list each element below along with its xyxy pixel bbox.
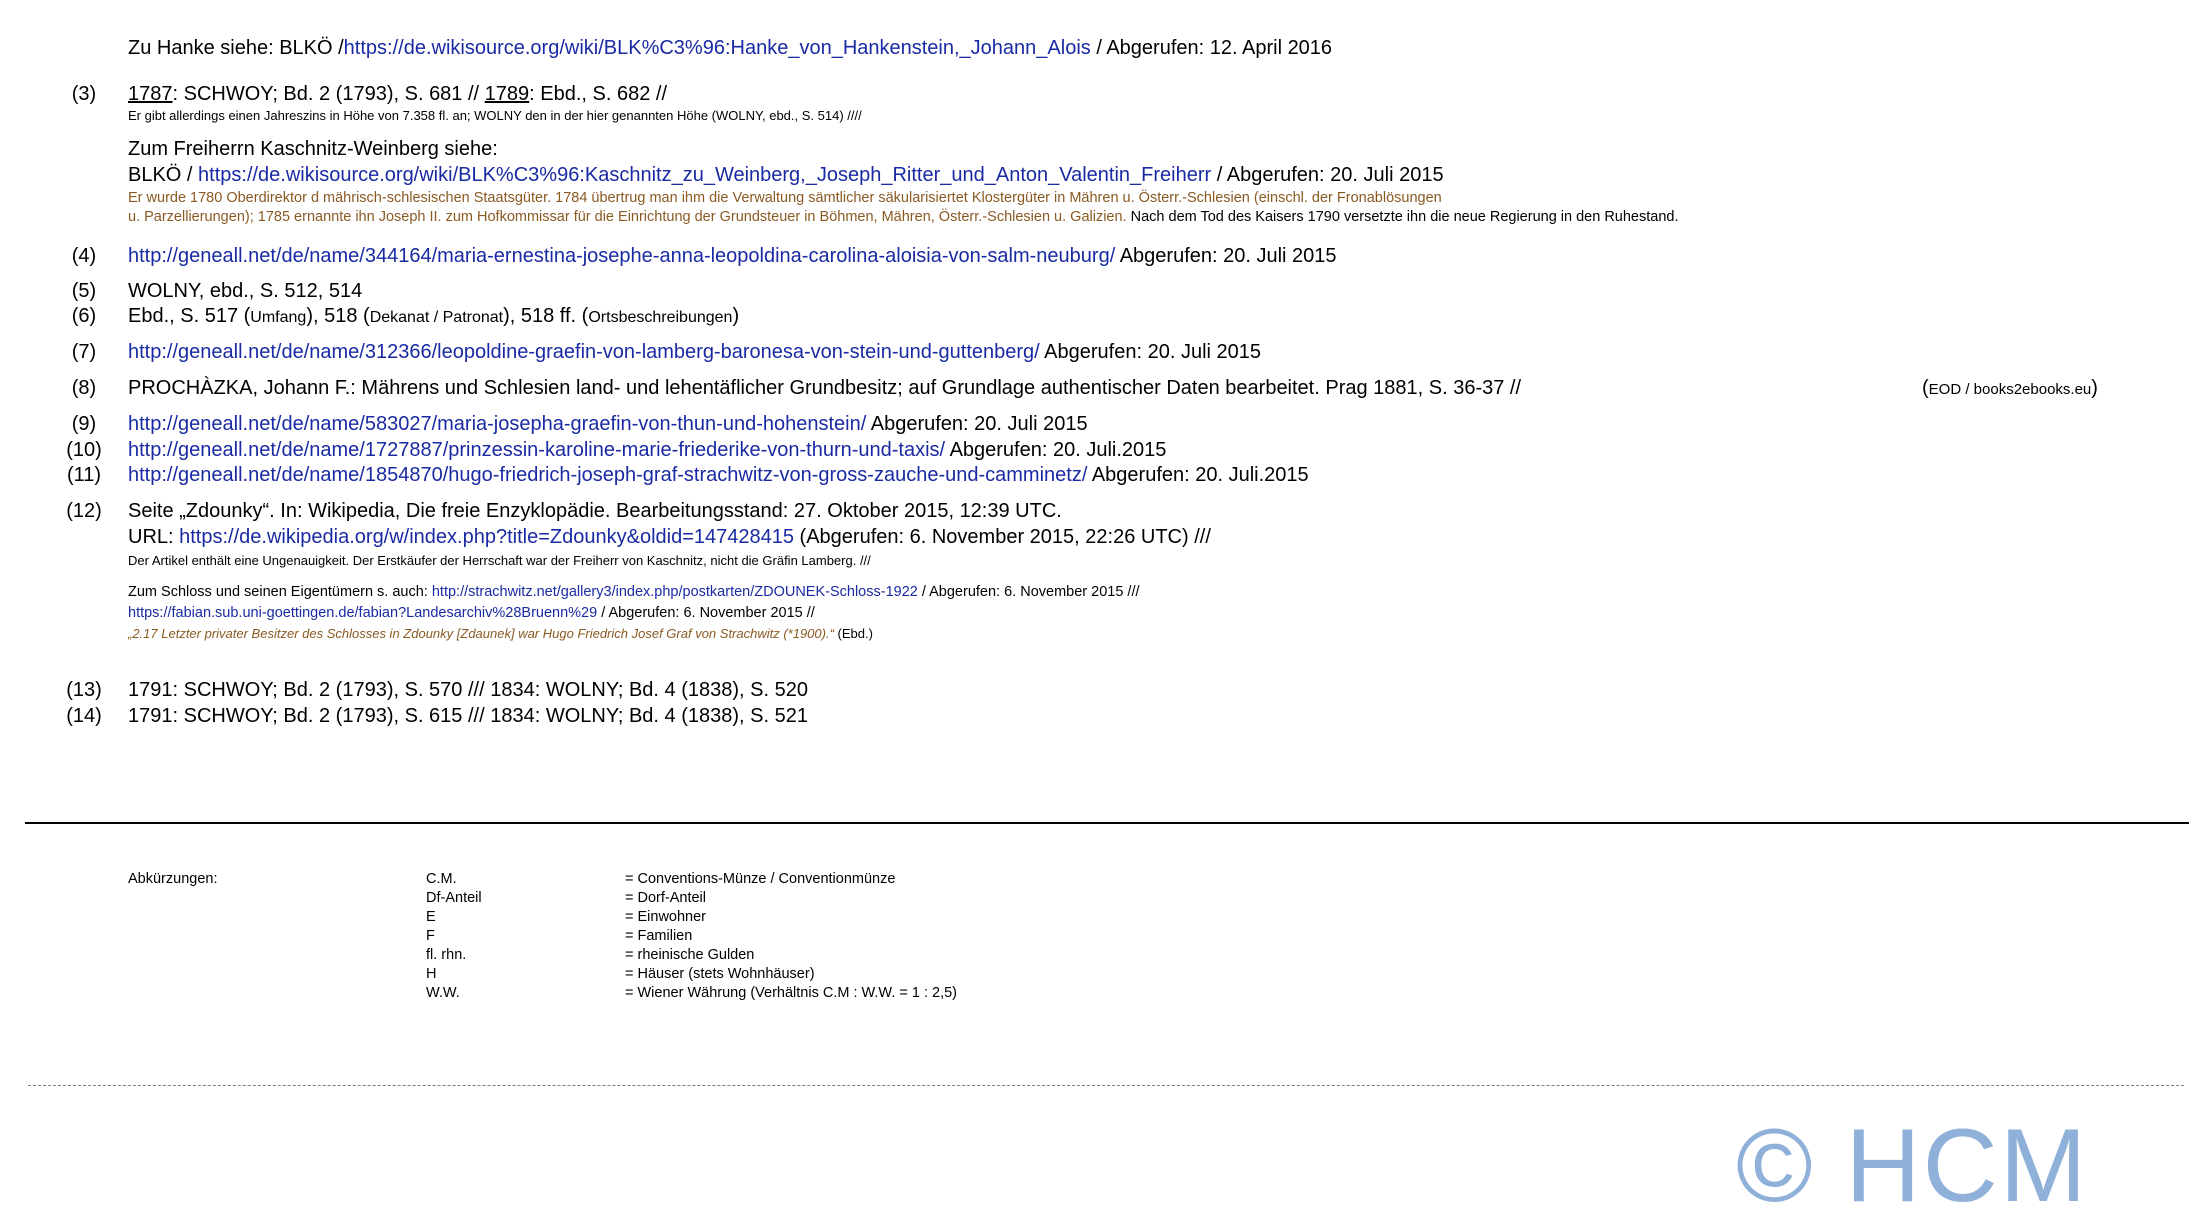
fn12-wikipedia-link[interactable]: https://de.wikipedia.org/w/index.php?title=Zdounky&oldid=147428415 [179,526,794,548]
fn6-c: ), 518 ( [306,305,370,327]
footnote-9-link[interactable]: http://geneall.net/de/name/583027/maria-josepha-graefin-von-thun-und-hohenstein/ [128,413,867,435]
footnote-3-part1: : SCHWOY; Bd. 2 (1793), S. 681 // [172,83,485,105]
kaschnitz-bio-line2 [128,208,1679,226]
page-end-divider [28,1085,2184,1086]
footnote-8-source [1922,376,2098,402]
abbr-term: Df-Anteil [426,890,482,906]
section-divider [25,822,2189,824]
kaschnitz-link[interactable]: https://de.wikisource.org/wiki/BLK%C3%96:Kaschnitz_zu_Weinberg,_Joseph_Ritter_und_Anton_Valentin_Freiherr [198,164,1212,186]
footnote-number-13: (13) [66,679,102,701]
footnote-number-3: (3) [71,83,97,105]
footnote-4-text [128,244,1337,268]
fn12-url-suffix: (Abgerufen: 6. November 2015, 22:26 UTC) /// [794,526,1211,548]
hanke-prefix: Zu Hanke siehe: BLKÖ / [128,37,344,59]
abbr-definition: = Familien [625,928,693,944]
abbr-term: C.M. [426,871,457,887]
footnote-number-4: (4) [71,245,97,267]
footnote-3-text [128,82,667,106]
footnote-10-suffix: Abgerufen: 20. Juli.2015 [945,439,1167,461]
footnote-4-suffix: Abgerufen: 20. Juli 2015 [1115,245,1337,267]
footnote-12-fabian [128,604,815,622]
hanke-link[interactable]: https://de.wikisource.org/wiki/BLK%C3%96:Hanke_von_Hankenstein,_Johann_Alois [343,37,1091,59]
kaschnitz-suffix: / Abgerufen: 20. Juli 2015 [1211,164,1444,186]
abbr-definition: = rheinische Gulden [625,947,755,963]
kaschnitz-bio-line1: Er wurde 1780 Oberdirektor d mährisch-schlesischen Staatsgüter. 1784 übertrug man ihm die Verwaltung sämtlicher säkularisiertet Klostergüter in Mähren u. Österr.-Schlesien (einschl. der Fronablösungen [128,190,1442,206]
kaschnitz-reference [128,163,1444,187]
fn12-schloss-prefix: Zum Schloss und seinen Eigentümern s. auch: [128,584,432,600]
abbr-definition: = Conventions-Münze / Conventionmünze [625,871,896,887]
footnote-10-text [128,438,1166,462]
fn12-schloss-suffix: / Abgerufen: 6. November 2015 /// [917,584,1140,600]
footnote-5-text: WOLNY, ebd., S. 512, 514 [128,280,363,302]
footnote-11-text [128,463,1309,487]
year-1789: 1789 [484,83,530,105]
fn6-dekanat: Dekanat / Patronat [369,309,504,326]
footnote-number-14: (14) [66,705,102,727]
footnote-14-text: 1791: SCHWOY; Bd. 2 (1793), S. 615 /// 1834: WOLNY; Bd. 4 (1838), S. 521 [128,705,808,727]
fn12-fabian-link[interactable]: https://fabian.sub.uni-goettingen.de/fabian?Landesarchiv%28Bruenn%29 [128,605,598,621]
fn6-e: ), 518 ff. ( [503,305,589,327]
abbr-definition: = Häuser (stets Wohnhäuser) [625,966,815,982]
hanke-suffix: / Abgerufen: 12. April 2016 [1090,37,1333,59]
footnote-12-note: Der Artikel enthält eine Ungenauigkeit. Der Erstkäufer der Herrschaft war der Freiherr von Kaschnitz, nicht die Gräfin Lamberg. /// [128,553,871,568]
footnote-12-quote [128,626,873,642]
fn12-quote-src: (Ebd.) [833,626,873,641]
footnote-number-10: (10) [66,439,102,461]
fn6-umfang: Umfang [250,309,307,326]
abbr-term: H [426,966,437,982]
footnote-number-7: (7) [71,341,97,363]
kaschnitz-title: Zum Freiherrn Kaschnitz-Weinberg siehe: [128,138,498,160]
footnote-12-schloss [128,583,1140,601]
footnote-9-suffix: Abgerufen: 20. Juli 2015 [866,413,1088,435]
footnote-13-text: 1791: SCHWOY; Bd. 2 (1793), S. 570 /// 1834: WOLNY; Bd. 4 (1838), S. 520 [128,679,808,701]
kaschnitz-bio-line2a: u. Parzellierungen); 1785 ernannte ihn Joseph II. zum Hofkommissar für die Einrichtung der Grundsteuer in Böhmen, Mähren, Österr.-Schlesien u. Galizien. [128,209,1127,225]
footnote-3-note: Er gibt allerdings einen Jahreszins in Höhe von 7.358 fl. an; WOLNY den in der hier genannten Höhe (WOLNY, ebd., S. 514) //// [128,108,862,123]
fn6-g: ) [732,305,740,327]
fn12-strachwitz-link[interactable]: http://strachwitz.net/gallery3/index.php/postkarten/ZDOUNEK-Schloss-1922 [431,584,918,600]
footnote-number-11: (11) [66,464,102,486]
fn8-src: EOD / books2ebooks.eu [1928,381,2092,398]
fn6-a: Ebd., S. 517 ( [128,305,251,327]
footnote-8-text: PROCHÀZKA, Johann F.: Mährens und Schlesien land- und lehentäflicher Grundbesitz; auf Grundlage authentischer Daten bearbeitet. Prag 1881, S. 36-37 // [128,377,1522,399]
footnote-4-link[interactable]: http://geneall.net/de/name/344164/maria-ernestina-josephe-anna-leopoldina-carolina-aloisia-von-salm-neuburg/ [128,245,1116,267]
year-1787: 1787 [128,83,173,105]
footnote-6-text [128,304,739,330]
abbr-term: E [426,909,436,925]
fn12-quote: „2.17 Letzter privater Besitzer des Schlosses in Zdounky [Zdaunek] war Hugo Friedrich Josef Graf von Strachwitz (*1900).“ [128,626,834,641]
footnote-11-link[interactable]: http://geneall.net/de/name/1854870/hugo-friedrich-joseph-graf-strachwitz-von-gross-zauche-und-camminetz/ [128,464,1088,486]
abbr-definition: = Einwohner [625,909,707,925]
footnote-7-text [128,340,1261,364]
kaschnitz-prefix: BLKÖ / [128,164,199,186]
footnote-number-8: (8) [71,377,97,399]
footnote-3-part2: : Ebd., S. 682 // [529,83,668,105]
hanke-reference [128,36,1332,60]
abbreviations-label: Abkürzungen: [128,871,218,887]
footnote-12-url [128,525,1211,549]
abbr-term: W.W. [426,985,460,1001]
footnote-11-suffix: Abgerufen: 20. Juli.2015 [1087,464,1309,486]
footnote-number-9: (9) [71,413,97,435]
fn12-fabian-suffix: / Abgerufen: 6. November 2015 // [597,605,815,621]
fn8-src-open: ( [1922,377,1929,399]
copyright-watermark: © HCM [1736,1108,2089,1224]
footnote-number-5: (5) [71,280,97,302]
footnote-10-link[interactable]: http://geneall.net/de/name/1727887/prinzessin-karoline-marie-friederike-von-thurn-und-taxis/ [128,439,946,461]
kaschnitz-bio-line2b: Nach dem Tod des Kaisers 1790 versetzte ihn die neue Regierung in den Ruhestand. [1126,209,1679,225]
abbr-term: fl. rhn. [426,947,467,963]
footnote-12-line1: Seite „Zdounky“. In: Wikipedia, Die freie Enzyklopädie. Bearbeitungsstand: 27. Oktober 2015, 12:39 UTC. [128,500,1062,522]
footnote-7-link[interactable]: http://geneall.net/de/name/312366/leopoldine-graefin-von-lamberg-baronesa-von-stein-und-guttenberg/ [128,341,1040,363]
abbr-definition: = Dorf-Anteil [625,890,706,906]
footnote-number-12: (12) [66,500,102,522]
fn12-url-prefix: URL: [128,526,180,548]
fn6-orts: Ortsbeschreibungen [588,309,733,326]
abbr-term: F [426,928,435,944]
footnote-number-6: (6) [71,305,97,327]
fn8-src-close: ) [2091,377,2098,399]
footnote-7-suffix: Abgerufen: 20. Juli 2015 [1039,341,1261,363]
footnote-9-text [128,412,1088,436]
abbr-definition: = Wiener Währung (Verhältnis C.M : W.W. = 1 : 2,5) [625,985,958,1001]
